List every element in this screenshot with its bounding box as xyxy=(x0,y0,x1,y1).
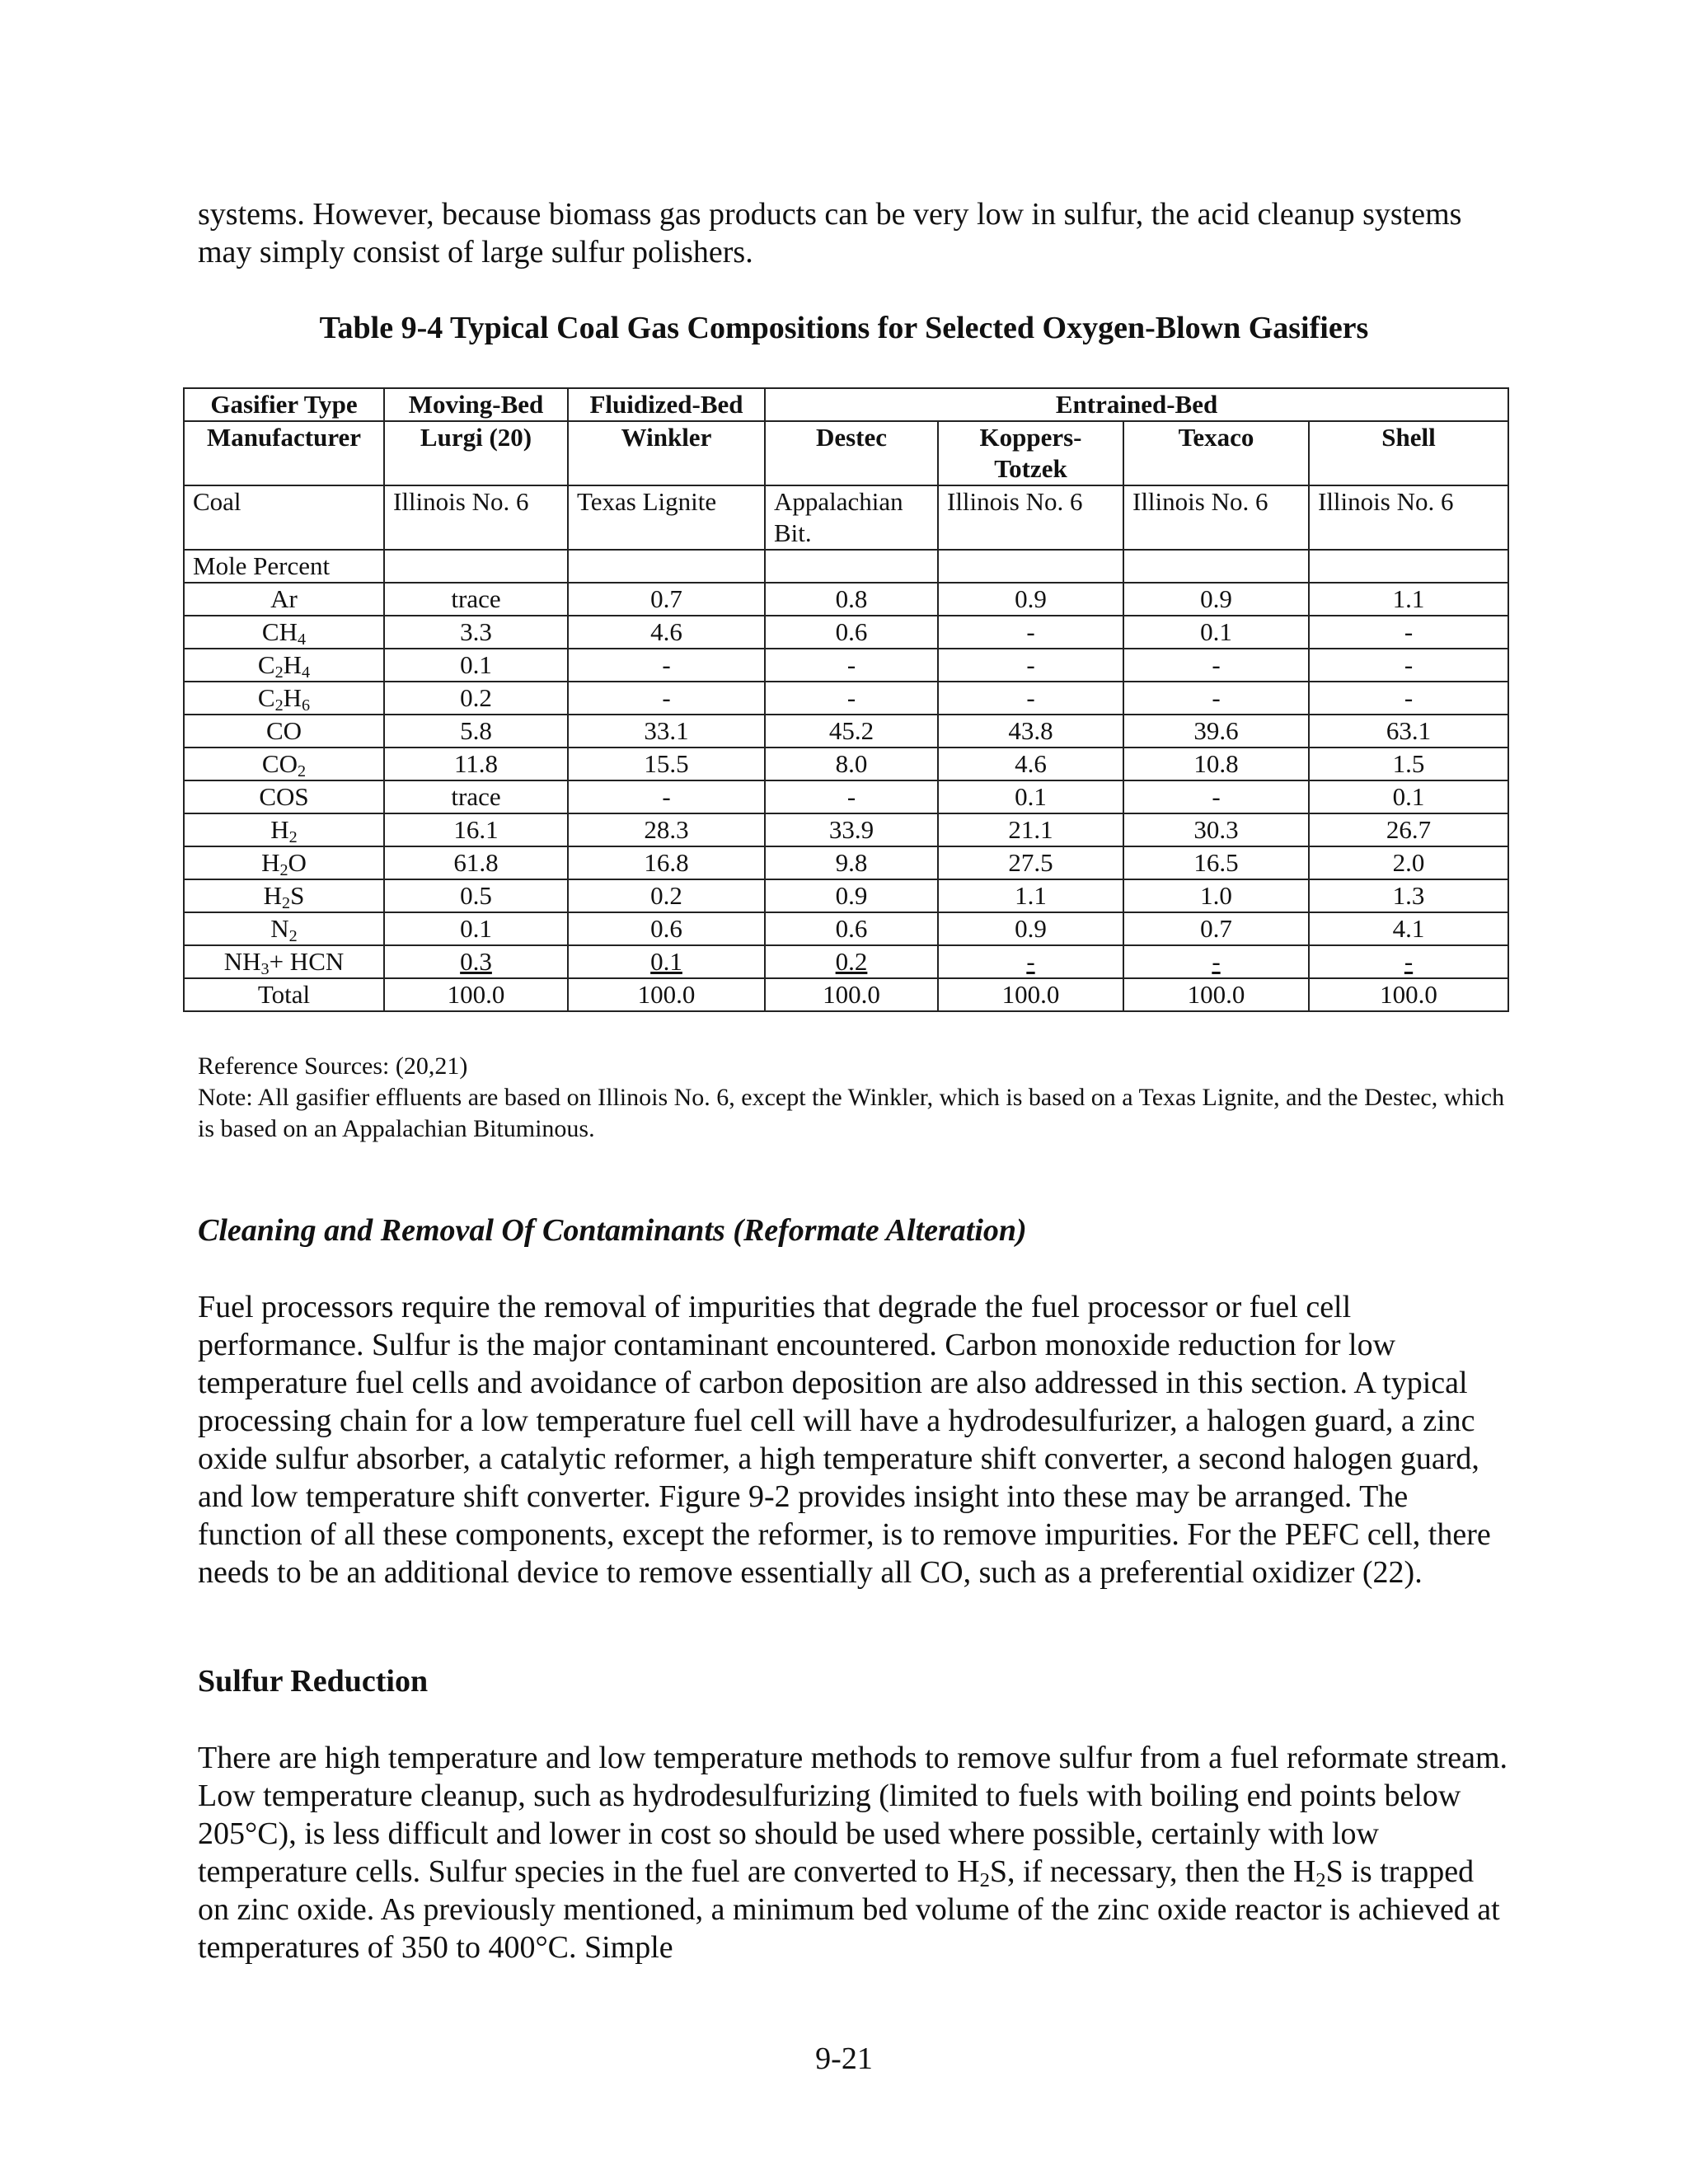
header-cell: Fluidized-Bed xyxy=(568,388,765,421)
table-row xyxy=(184,649,1508,682)
cell-value: - xyxy=(1026,617,1035,646)
table-cell xyxy=(568,978,765,1011)
cell-value: 0.1 xyxy=(460,650,492,679)
cell-value: 0.1 xyxy=(650,947,682,976)
table-cell xyxy=(938,616,1123,649)
table-cell xyxy=(1123,813,1309,846)
header-cell: Gasifier Type xyxy=(184,388,384,421)
subscript: 2 xyxy=(288,828,298,847)
cell-value: - xyxy=(662,782,671,811)
row-manufacturer xyxy=(184,421,1508,485)
component-name xyxy=(184,945,384,978)
table-cell: Texas Lignite xyxy=(568,485,765,550)
table-cell xyxy=(568,846,765,879)
cell-value: 5.8 xyxy=(460,716,492,745)
table-cell xyxy=(568,682,765,715)
text-span: O xyxy=(288,848,307,877)
table-cell xyxy=(1123,715,1309,748)
table-cell xyxy=(384,682,568,715)
cell-value: - xyxy=(1404,947,1414,976)
component-name xyxy=(184,583,384,616)
cell-value: - xyxy=(1026,947,1035,976)
cell-value: 1.3 xyxy=(1392,881,1425,910)
cell-value: - xyxy=(662,650,671,679)
component-rows xyxy=(184,583,1508,1011)
text-span: S xyxy=(290,881,305,910)
text-span: There are high temperature and low temperature methods to remove sulfur from a fuel reformate stream. Low temperature cleanup, such as hydrodesulfurizing (limited to fuels with boiling end points below 205°C), is less difficult and lower in cost so should be used where possible, certainly with low temperature cells. Sulfur species in the fuel are converted to H xyxy=(198,1741,1508,1889)
reference-sources: Reference Sources: (20,21) xyxy=(198,1052,468,1080)
cell-value: 45.2 xyxy=(828,716,874,745)
table-cell xyxy=(1309,945,1508,978)
cell-value: - xyxy=(662,683,671,712)
cell-value: 8.0 xyxy=(835,749,868,778)
subscript: 4 xyxy=(302,663,311,682)
cell-value: 61.8 xyxy=(453,848,499,877)
table-cell xyxy=(1309,780,1508,813)
table-cell xyxy=(1309,616,1508,649)
cell-value: 0.1 xyxy=(460,914,492,943)
table-row xyxy=(184,813,1508,846)
component-name xyxy=(184,649,384,682)
cell-value: 16.8 xyxy=(644,848,689,877)
intro-paragraph: systems. However, because biomass gas products can be very low in sulfur, the acid cleanup systems may simply consist of large sulfur polishers. xyxy=(198,197,1462,269)
component-name xyxy=(184,682,384,715)
sulfur-paragraph xyxy=(198,1739,1508,1966)
component-name xyxy=(184,978,384,1011)
header-cell: Winkler xyxy=(568,421,765,485)
table-cell xyxy=(384,945,568,978)
component-name xyxy=(184,813,384,846)
cell-value: 0.3 xyxy=(460,947,492,976)
cell-value: - xyxy=(1212,947,1221,976)
header-cell: Koppers-Totzek xyxy=(938,421,1123,485)
cell-value: 100.0 xyxy=(1187,980,1245,1009)
subscript: 2 xyxy=(274,663,284,682)
cell-value: 100.0 xyxy=(447,980,505,1009)
table-cell xyxy=(568,780,765,813)
table-cell xyxy=(568,912,765,945)
table-cell xyxy=(1123,748,1309,780)
table-cell xyxy=(938,715,1123,748)
cell-value: 15.5 xyxy=(644,749,689,778)
component-name xyxy=(184,616,384,649)
cell-value: 43.8 xyxy=(1008,716,1053,745)
table-row xyxy=(184,616,1508,649)
cell-value: 0.6 xyxy=(835,914,868,943)
table-row xyxy=(184,879,1508,912)
component-name xyxy=(184,780,384,813)
table-cell xyxy=(568,583,765,616)
cell-value: 1.0 xyxy=(1200,881,1232,910)
table-cell xyxy=(765,583,938,616)
cell-value: 0.2 xyxy=(650,881,682,910)
cell-value: 11.8 xyxy=(453,749,499,778)
table-cell xyxy=(1309,846,1508,879)
cell-value: 10.8 xyxy=(1193,749,1239,778)
text-span: S is trapped on zinc oxide. As previously mentioned, a minimum bed volume of the zinc oxide reactor is achieved at temperatures of 350 to 400°C. Simple xyxy=(198,1854,1500,1965)
cell-value: 0.9 xyxy=(835,881,868,910)
text-span: CH xyxy=(261,617,298,646)
table-cell xyxy=(1309,813,1508,846)
cell-value: 2.0 xyxy=(1392,848,1425,877)
cell-value: 1.5 xyxy=(1392,749,1425,778)
table-cell xyxy=(1123,682,1309,715)
table-cell xyxy=(765,748,938,780)
table-cell xyxy=(384,813,568,846)
text-span: H xyxy=(270,815,289,844)
cell-value: 39.6 xyxy=(1193,716,1239,745)
component-name xyxy=(184,846,384,879)
table-cell xyxy=(568,879,765,912)
gas-composition-table xyxy=(183,387,1509,1012)
text-span: H xyxy=(283,683,302,712)
cell-value: - xyxy=(1404,617,1414,646)
cell-value: - xyxy=(1212,683,1221,712)
table-cell xyxy=(765,780,938,813)
table-cell xyxy=(1123,846,1309,879)
table-cell xyxy=(938,879,1123,912)
table-cell xyxy=(568,715,765,748)
table-title: Table 9-4 Typical Coal Gas Compositions for Selected Oxygen-Blown Gasifiers xyxy=(319,311,1369,345)
cell-value: - xyxy=(1404,650,1414,679)
table-cell xyxy=(938,846,1123,879)
subscript: 2 xyxy=(979,1869,990,1892)
header-cell: Lurgi (20) xyxy=(384,421,568,485)
table-cell xyxy=(938,780,1123,813)
table-cell xyxy=(1123,945,1309,978)
text-span: H xyxy=(283,650,302,679)
cell-value: 0.6 xyxy=(650,914,682,943)
table-cell: Coal xyxy=(184,485,384,550)
table-cell: Appalachian Bit. xyxy=(765,485,938,550)
table-cell xyxy=(938,748,1123,780)
cell-value: 21.1 xyxy=(1008,815,1053,844)
table-cell xyxy=(384,649,568,682)
table-cell xyxy=(1309,583,1508,616)
component-name xyxy=(184,912,384,945)
table-cell xyxy=(1123,978,1309,1011)
cell-value: 28.3 xyxy=(644,815,689,844)
cell-value: 9.8 xyxy=(835,848,868,877)
table-row xyxy=(184,978,1508,1011)
header-cell: Moving-Bed xyxy=(384,388,568,421)
cell-value: - xyxy=(1212,650,1221,679)
table-cell xyxy=(384,879,568,912)
table-cell xyxy=(765,616,938,649)
table-cell xyxy=(938,912,1123,945)
table-row xyxy=(184,846,1508,879)
cell-value: - xyxy=(846,683,856,712)
cell-value: 1.1 xyxy=(1392,584,1425,613)
table-cell xyxy=(568,945,765,978)
table-cell xyxy=(1309,748,1508,780)
subheading-sulfur-reduction: Sulfur Reduction xyxy=(198,1664,429,1699)
table-cell xyxy=(384,616,568,649)
cell-value: 0.2 xyxy=(835,947,868,976)
table-cell xyxy=(765,682,938,715)
cell-value: 0.8 xyxy=(835,584,868,613)
table-note: Note: All gasifier effluents are based on Illinois No. 6, except the Winkler, which is based on a Texas Lignite, and the Destec, which is based on an Appalachian Bituminous. xyxy=(198,1084,1505,1142)
subscript: 2 xyxy=(279,861,288,880)
text-span: CO xyxy=(261,749,298,778)
cell-value: 100.0 xyxy=(1001,980,1060,1009)
cell-value: 0.6 xyxy=(835,617,868,646)
cell-value: 0.7 xyxy=(650,584,682,613)
subscript: 2 xyxy=(1315,1869,1326,1892)
text-span: C xyxy=(257,683,275,712)
component-name xyxy=(184,879,384,912)
table-row xyxy=(184,945,1508,978)
table-cell: Illinois No. 6 xyxy=(384,485,568,550)
table-cell xyxy=(384,780,568,813)
text-span: + HCN xyxy=(269,947,345,976)
cell-value: 16.1 xyxy=(453,815,499,844)
table-cell xyxy=(1123,780,1309,813)
table-cell xyxy=(938,583,1123,616)
table-row xyxy=(184,715,1508,748)
table-cell xyxy=(765,846,938,879)
table-cell: Mole Percent xyxy=(184,550,384,583)
cell-value: 33.1 xyxy=(644,716,689,745)
table-cell xyxy=(938,978,1123,1011)
subscript: 6 xyxy=(302,696,311,715)
text-span: N xyxy=(270,914,289,943)
table-cell xyxy=(938,649,1123,682)
table-cell: Illinois No. 6 xyxy=(938,485,1123,550)
component-name xyxy=(184,715,384,748)
text-span: S, if necessary, then the H xyxy=(989,1854,1316,1889)
header-cell: Shell xyxy=(1309,421,1508,485)
row-coal xyxy=(184,485,1508,550)
table-cell xyxy=(1123,879,1309,912)
table-cell xyxy=(765,715,938,748)
header-cell: Texaco xyxy=(1123,421,1309,485)
cell-value: 4.1 xyxy=(1392,914,1425,943)
cell-value: 0.9 xyxy=(1200,584,1232,613)
table-cell xyxy=(765,813,938,846)
cell-value: 0.1 xyxy=(1015,782,1047,811)
cell-value: trace xyxy=(451,584,501,613)
table-cell xyxy=(765,649,938,682)
table-cell xyxy=(384,846,568,879)
table-cell xyxy=(938,682,1123,715)
table-row xyxy=(184,583,1508,616)
table-cell xyxy=(1309,879,1508,912)
table-cell xyxy=(1123,583,1309,616)
subscript: 2 xyxy=(282,894,291,913)
cell-value: 0.2 xyxy=(460,683,492,712)
cell-value: 0.5 xyxy=(460,881,492,910)
table-cell xyxy=(1123,616,1309,649)
table-cell xyxy=(765,945,938,978)
cell-value: - xyxy=(846,782,856,811)
table-cell xyxy=(568,649,765,682)
cell-value: 27.5 xyxy=(1008,848,1053,877)
table-row xyxy=(184,748,1508,780)
table-cell xyxy=(568,748,765,780)
cell-value: 4.6 xyxy=(1015,749,1047,778)
table-cell xyxy=(1123,649,1309,682)
text-span: CO xyxy=(265,716,302,745)
text-span: COS xyxy=(259,782,309,811)
cell-value: 16.5 xyxy=(1193,848,1239,877)
table-row xyxy=(184,682,1508,715)
cell-value: 3.3 xyxy=(460,617,492,646)
header-cell: Entrained-Bed xyxy=(765,388,1508,421)
table-cell xyxy=(384,748,568,780)
text-span: Ar xyxy=(270,584,298,613)
row-gasifier-type xyxy=(184,388,1508,421)
cell-value: 100.0 xyxy=(1380,980,1437,1009)
cell-value: 0.9 xyxy=(1015,584,1047,613)
cell-value: 4.6 xyxy=(650,617,682,646)
cell-value: - xyxy=(846,650,856,679)
component-name xyxy=(184,748,384,780)
cell-value: 0.9 xyxy=(1015,914,1047,943)
text-span: NH xyxy=(223,947,261,976)
page-number: 9-21 xyxy=(815,2041,873,2076)
row-mole-percent xyxy=(184,550,1508,583)
subscript: 3 xyxy=(260,960,270,979)
cell-value: 26.7 xyxy=(1386,815,1432,844)
text-span: H xyxy=(263,881,283,910)
cell-value: - xyxy=(1026,683,1035,712)
cell-value: 0.1 xyxy=(1200,617,1232,646)
subscript: 2 xyxy=(288,927,298,946)
table-cell xyxy=(568,813,765,846)
table-cell xyxy=(384,583,568,616)
table-cell xyxy=(1309,715,1508,748)
cell-value: - xyxy=(1026,650,1035,679)
table-cell xyxy=(938,945,1123,978)
cell-value: - xyxy=(1404,683,1414,712)
section-heading: Cleaning and Removal Of Contaminants (Reformate Alteration) xyxy=(198,1213,1027,1248)
table-notes xyxy=(198,1051,1517,1145)
table-cell xyxy=(765,879,938,912)
cell-value: 33.9 xyxy=(828,815,874,844)
subscript: 4 xyxy=(298,630,307,649)
table-row xyxy=(184,912,1508,945)
header-cell: Manufacturer xyxy=(184,421,384,485)
subscript: 2 xyxy=(274,696,284,715)
header-cell: Destec xyxy=(765,421,938,485)
table-cell xyxy=(1309,912,1508,945)
cell-value: 30.3 xyxy=(1193,815,1239,844)
subscript: 2 xyxy=(298,762,307,781)
table-cell xyxy=(1309,682,1508,715)
cell-value: trace xyxy=(451,782,501,811)
table-cell xyxy=(765,978,938,1011)
table-cell: Illinois No. 6 xyxy=(1309,485,1508,550)
cell-value: 100.0 xyxy=(637,980,696,1009)
cell-value: 100.0 xyxy=(823,980,880,1009)
text-span: C xyxy=(257,650,275,679)
table-cell xyxy=(1309,649,1508,682)
table-cell xyxy=(938,813,1123,846)
cell-value: 0.1 xyxy=(1392,782,1425,811)
table-cell xyxy=(765,912,938,945)
table-cell xyxy=(384,912,568,945)
cell-value: - xyxy=(1212,782,1221,811)
table-row xyxy=(184,780,1508,813)
table-cell xyxy=(384,715,568,748)
table-cell xyxy=(384,978,568,1011)
cell-value: 0.7 xyxy=(1200,914,1232,943)
section-paragraph: Fuel processors require the removal of impurities that degrade the fuel processor or fuel cell performance. Sulfur is the major contaminant encountered. Carbon monoxide reduction for low temperature fuel cells and avoidance of carbon deposition are also addressed in this section. A typical processing chain for a low temperature fuel cell will have a hydrodesulfurizer, a halogen guard, a zinc oxide sulfur absorber, a catalytic reformer, a high temperature shift converter, a second halogen guard, and low temperature shift converter. Figure 9-2 provides insight into these may be arranged. The function of all these components, except the reformer, is to remove impurities. For the PEFC cell, there needs to be an additional device to remove essentially all CO, such as a preferential oxidizer (22). xyxy=(198,1290,1491,1590)
cell-value: 63.1 xyxy=(1386,716,1432,745)
table-cell xyxy=(568,616,765,649)
text-span: Total xyxy=(257,980,311,1009)
cell-value: 1.1 xyxy=(1015,881,1047,910)
table-cell: Illinois No. 6 xyxy=(1123,485,1309,550)
text-span: H xyxy=(261,848,280,877)
table-cell xyxy=(1309,978,1508,1011)
table-cell xyxy=(1123,912,1309,945)
